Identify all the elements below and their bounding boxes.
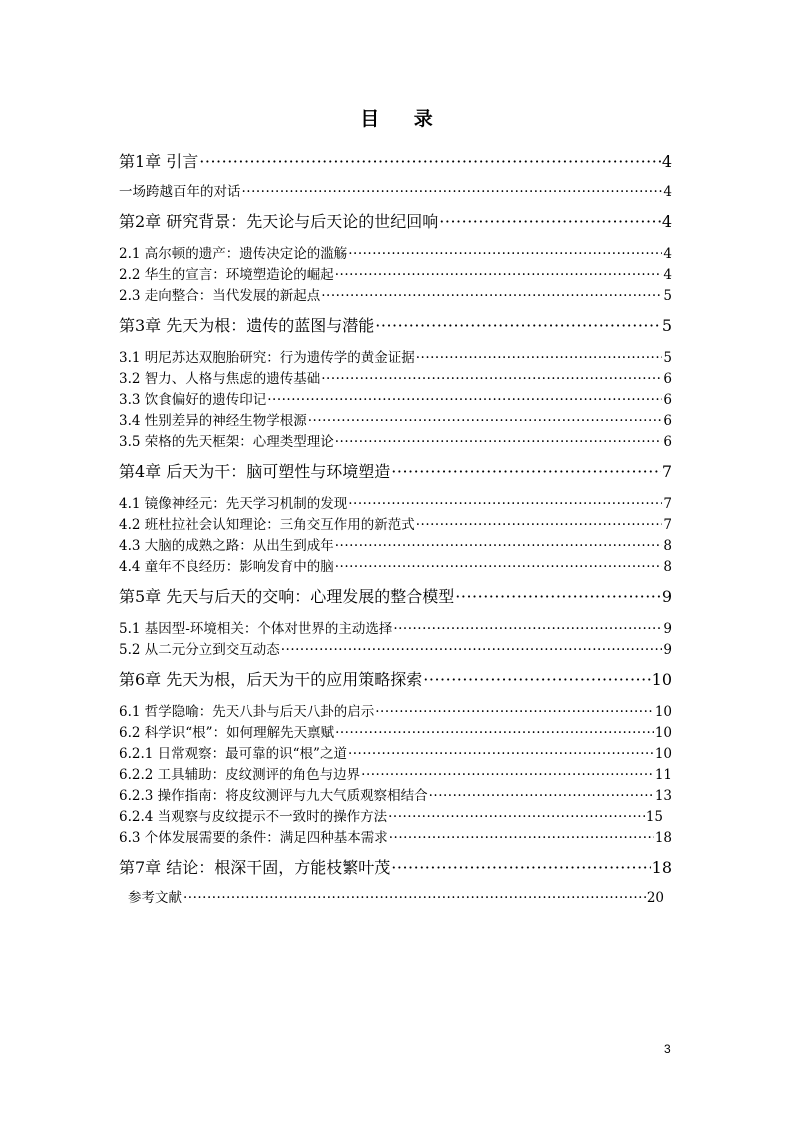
toc-entry-references[interactable] <box>128 886 664 906</box>
toc-leader-dots <box>455 587 661 606</box>
toc-entry-label: 3.2 智力、人格与焦虑的遗传基础 <box>119 371 321 387</box>
toc-entry-label: 6.2.3 操作指南：将皮纹测评与九大气质观察相结合 <box>119 788 428 804</box>
toc-entry-label: 4.3 大脑的成熟之路：从出生到成年 <box>119 538 334 554</box>
toc-entry-label: 4.2 班杜拉社会认知理论：三角交互作用的新范式 <box>119 517 415 533</box>
toc-entry-page: 8 <box>663 538 672 554</box>
toc-entry-label: 第6章 先天为根，后天为干的应用策略探索 <box>119 670 423 689</box>
toc-leader-dots <box>388 809 645 825</box>
toc-entry-label: 5.2 从二元分立到交互动态 <box>119 642 280 658</box>
toc-entry-page: 18 <box>651 858 672 877</box>
toc-entry-page: 8 <box>663 559 672 575</box>
toc-entry-page: 20 <box>646 890 664 906</box>
toc-leader-dots <box>335 538 663 554</box>
toc-entry-label: 一场跨越百年的对话 <box>119 184 241 200</box>
toc-entry-page: 6 <box>663 371 672 387</box>
toc-entry-page: 5 <box>661 316 672 335</box>
toc-entry-label: 5.1 基因型-环境相关：个体对世界的主动选择 <box>119 621 393 637</box>
toc-entry-label: 2.3 走向整合：当代发展的新起点 <box>119 288 321 304</box>
toc-entry-label: 第2章 研究背景：先天论与后天论的世纪回响 <box>119 212 439 231</box>
toc-entry-label: 第7章 结论：根深干固，方能枝繁叶茂 <box>119 858 391 877</box>
toc-leader-dots <box>416 350 663 366</box>
toc-entry-page: 9 <box>661 587 672 606</box>
toc-leader-dots <box>242 184 663 200</box>
toc-entry-label: 6.2.2 工具辅助：皮纹测评的角色与边界 <box>119 767 361 783</box>
toc-entry-page: 18 <box>654 830 672 846</box>
toc-entry-page: 15 <box>645 809 663 825</box>
toc-leader-dots <box>423 670 650 689</box>
toc-entry-page: 4 <box>661 212 672 231</box>
toc-entry-page: 6 <box>663 434 672 450</box>
toc-entry-page: 6 <box>663 413 672 429</box>
toc-entry-ch3[interactable] <box>119 313 672 337</box>
toc-leader-dots <box>391 858 650 877</box>
toc-entry-3-3[interactable] <box>119 388 672 408</box>
toc-entry-label: 3.4 性别差异的神经生物学根源 <box>119 413 307 429</box>
toc-entry-6-2[interactable] <box>119 721 672 741</box>
toc-entry-label: 第1章 引言 <box>119 152 199 171</box>
page-number: 3 <box>664 1042 671 1056</box>
toc-entry-2-3[interactable] <box>119 284 672 304</box>
toc-entry-4-1[interactable] <box>119 492 672 512</box>
toc-entry-3-2[interactable] <box>119 367 672 387</box>
toc-entry-page: 11 <box>654 767 672 783</box>
toc-entry-page: 10 <box>654 746 672 762</box>
toc-entry-page: 4 <box>663 267 672 283</box>
toc-leader-dots <box>199 152 661 171</box>
toc-entry-label: 参考文献 <box>128 890 182 906</box>
toc-entry-4-2[interactable] <box>119 513 672 533</box>
toc-leader-dots <box>335 267 663 283</box>
toc-leader-dots <box>439 212 661 231</box>
toc-entry-5-2[interactable] <box>119 638 672 658</box>
toc-entry-label: 6.1 哲学隐喻：先天八卦与后天八卦的启示 <box>119 704 375 720</box>
toc-entry-label: 2.1 高尔顿的遗产：遗传决定论的滥觞 <box>119 246 348 262</box>
toc-leader-dots <box>375 704 654 720</box>
toc-entry-page: 9 <box>663 642 672 658</box>
toc-entry-ch7[interactable] <box>119 855 672 879</box>
toc-entry-6-1[interactable] <box>119 700 672 720</box>
toc-leader-dots <box>348 746 654 762</box>
toc-leader-dots <box>281 642 663 658</box>
toc-entry-page: 7 <box>661 462 672 481</box>
toc-leader-dots <box>335 725 654 741</box>
toc-leader-dots <box>348 246 662 262</box>
toc-entry-label: 3.5 荣格的先天框架：心理类型理论 <box>119 434 334 450</box>
toc-entry-page: 5 <box>663 288 672 304</box>
toc-entry-4-3[interactable] <box>119 534 672 554</box>
toc-leader-dots <box>335 434 663 450</box>
toc-entry-page: 4 <box>663 184 672 200</box>
toc-leader-dots <box>321 288 662 304</box>
toc-entry-label: 6.3 个体发展需要的条件：满足四种基本需求 <box>119 830 388 846</box>
toc-entry-6-3[interactable] <box>119 826 672 846</box>
toc-entry-label: 第4章 后天为干：脑可塑性与环境塑造 <box>119 462 391 481</box>
toc-entry-6-2-3[interactable] <box>119 784 672 804</box>
toc-leader-dots <box>361 767 654 783</box>
toc-entry-page: 10 <box>654 725 672 741</box>
toc-entry-label: 第5章 先天与后天的交响：心理发展的整合模型 <box>119 587 455 606</box>
toc-leader-dots <box>321 371 662 387</box>
toc-leader-dots <box>308 413 663 429</box>
toc-leader-dots <box>391 462 661 481</box>
toc-entry-label: 3.3 饮食偏好的遗传印记 <box>119 392 267 408</box>
toc-entry-2-2[interactable] <box>119 263 672 283</box>
toc-entry-label: 2.2 华生的宣言：环境塑造论的崛起 <box>119 267 334 283</box>
toc-leader-dots <box>183 890 646 906</box>
toc-entry-ch5[interactable] <box>119 584 672 608</box>
toc-entry-page: 5 <box>663 350 672 366</box>
toc-entry-3-5[interactable] <box>119 430 672 450</box>
toc-leader-dots <box>389 830 654 846</box>
toc-leader-dots <box>393 621 662 637</box>
toc-entry-label: 4.1 镜像神经元：先天学习机制的发现 <box>119 496 348 512</box>
toc-title: 目 录 <box>360 108 447 130</box>
toc-entry-page: 13 <box>654 788 672 804</box>
toc-leader-dots <box>348 496 662 512</box>
toc-entry-2-1[interactable] <box>119 242 672 262</box>
toc-entry-page: 4 <box>661 152 672 171</box>
toc-entry-6-2-2[interactable] <box>119 763 672 783</box>
toc-leader-dots <box>335 559 663 575</box>
toc-entry-3-4[interactable] <box>119 409 672 429</box>
toc-entry-label: 4.4 童年不良经历：影响发育中的脑 <box>119 559 334 575</box>
toc-leader-dots <box>375 316 661 335</box>
toc-entry-page: 10 <box>654 704 672 720</box>
toc-entry-page: 10 <box>651 670 672 689</box>
toc-entry-ch1[interactable] <box>119 149 672 173</box>
toc-entry-page: 6 <box>663 392 672 408</box>
toc-entry-6-2-1[interactable] <box>119 742 672 762</box>
toc-entry-page: 7 <box>663 496 672 512</box>
toc-entry-ch2[interactable] <box>119 209 672 233</box>
toc-leader-dots <box>267 392 662 408</box>
toc-leader-dots <box>416 517 663 533</box>
toc-entry-page: 9 <box>663 621 672 637</box>
toc-entry-label: 第3章 先天为根：遗传的蓝图与潜能 <box>119 316 375 335</box>
toc-entry-label: 6.2.4 当观察与皮纹提示不一致时的操作方法 <box>119 809 388 825</box>
toc-entry-3-1[interactable] <box>119 346 672 366</box>
toc-entry-ch1-intro[interactable] <box>119 180 672 200</box>
toc-leader-dots <box>429 788 654 804</box>
toc-entry-ch4[interactable] <box>119 459 672 483</box>
toc-entry-label: 6.2 科学识“根”：如何理解先天禀赋 <box>119 725 335 741</box>
toc-entry-page: 7 <box>663 517 672 533</box>
toc-entry-ch6[interactable] <box>119 667 672 691</box>
toc-entry-6-2-4[interactable] <box>119 805 663 825</box>
toc-entry-4-4[interactable] <box>119 555 672 575</box>
toc-entry-5-1[interactable] <box>119 617 672 637</box>
toc-entry-label: 6.2.1 日常观察：最可靠的识“根”之道 <box>119 746 347 762</box>
toc-entry-page: 4 <box>663 246 672 262</box>
toc-entry-label: 3.1 明尼苏达双胞胎研究：行为遗传学的黄金证据 <box>119 350 415 366</box>
